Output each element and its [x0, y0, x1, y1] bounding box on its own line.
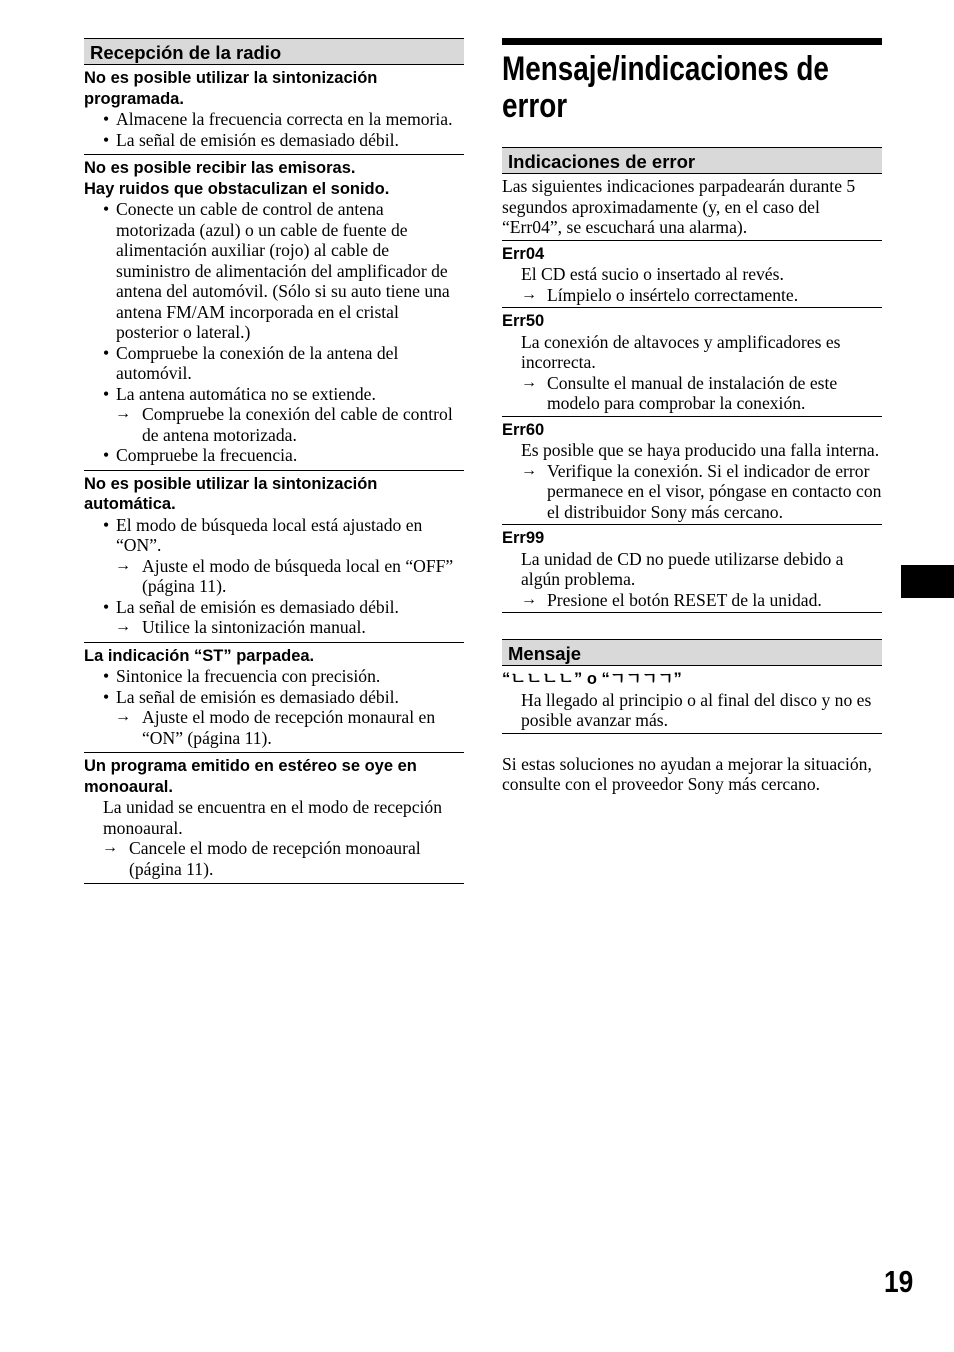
error-body: La unidad de CD no puede utilizarse debido a algún problema. [521, 548, 844, 589]
arrow-icon: → [115, 556, 131, 574]
problem-title: Hay ruidos que obstaculizan el sonido. [84, 179, 390, 198]
arrow-icon: → [115, 405, 131, 422]
problem-entry [84, 155, 464, 471]
problem-title: No es posible utilizar la sintonización programada. [84, 69, 378, 108]
arrow-icon: → [102, 839, 118, 856]
bullet-item: • La señal de emisión es demasiado débil. [84, 597, 464, 618]
error-entry [502, 308, 882, 417]
action-item [84, 404, 464, 445]
error-code: Err60 [502, 420, 545, 439]
error-code: Err50 [502, 312, 545, 330]
error-code: Err04 [502, 244, 545, 263]
problem-entry [84, 471, 464, 643]
bullet-item: • La señal de emisión es demasiado débil. [84, 687, 464, 708]
radio-reception-heading: Recepción de la radio [84, 38, 464, 65]
action-text: Límpielo o insértelo correctamente. [547, 284, 799, 305]
bullet-item: • La antena automática no se extiende. [84, 384, 464, 405]
error-body: Es posible que se haya producido una falla interna. [521, 440, 880, 460]
arrow-icon: → [115, 618, 131, 635]
error-body: La conexión de altavoces y amplificadores es incorrecta. [521, 331, 841, 372]
message-heading: Mensaje [502, 639, 882, 666]
section-tab-marker [901, 565, 954, 598]
bullet-item: • Compruebe la frecuencia. [84, 445, 464, 466]
bullet-item: • Almacene la frecuencia correcta en la memoria. [84, 109, 464, 130]
arrow-icon: → [521, 373, 537, 391]
action-text: Presione el botón RESET de la unidad. [547, 589, 822, 610]
action-text: Ajuste el modo de búsqueda local en “OFF” (página 11). [142, 555, 454, 596]
error-entry [502, 525, 882, 613]
message-body: Ha llegado al principio o al final del disco y no es posible avanzar más. [521, 689, 872, 730]
page-number: 19 [884, 1264, 914, 1299]
title-rule [502, 38, 882, 45]
action-text: Utilice la sintonización manual. [142, 617, 366, 637]
action-item [502, 590, 882, 611]
action-item [84, 617, 464, 638]
footer-note: Si estas soluciones no ayudan a mejorar la situación, consulte con el proveedor Sony más cercano. [502, 753, 872, 794]
message-entry [502, 666, 882, 734]
arrow-icon: → [115, 708, 131, 725]
action-text: Ajuste el modo de recepción monaural en “ON” (página 11). [142, 707, 436, 748]
intro-text: Las siguientes indicaciones parpadearán durante 5 segundos aproximadamente (y, en el caso del “Err04”, se escuchará una alarma). [502, 176, 856, 237]
action-text: Compruebe la conexión del cable de control de antena motorizada. [142, 404, 453, 445]
action-text: Verifique la conexión. Si el indicador de error permanece en el visor, póngase en contacto con el distribuidor Sony más cercano. [547, 460, 882, 522]
problem-body: La unidad se encuentra en el modo de recepción monoaural. [103, 797, 443, 838]
problem-title: No es posible recibir las emisoras. [84, 159, 356, 177]
problem-entry [84, 65, 464, 155]
left-column [84, 38, 464, 884]
intro-entry [502, 174, 882, 241]
problem-title: No es posible utilizar la sintonización automática. [84, 474, 378, 513]
right-column [502, 38, 882, 795]
action-item [502, 461, 882, 523]
problem-title: Un programa emitido en estéreo se oye en monoaural. [84, 757, 417, 796]
action-item [84, 707, 464, 748]
action-text: Cancele el modo de recepción monoaural (página 11). [129, 838, 421, 879]
bullet-item: • Sintonice la frecuencia con precisión. [84, 666, 464, 687]
arrow-icon: → [521, 590, 537, 608]
problem-entry [84, 753, 464, 884]
problem-entry [84, 643, 464, 754]
arrow-icon: → [521, 461, 537, 479]
bullet-item: • Conecte un cable de control de antena motorizada (azul) o un cable de fuente de alimentación auxiliar (rojo) al cable de suministro de alimentación del amplificador de antena del automóvil. (Sólo si su auto tiene una antena FM/AM incorporada en el cristal posterior o lateral.) [84, 199, 464, 343]
error-indications-heading: Indicaciones de error [502, 147, 882, 174]
error-code: Err99 [502, 529, 545, 547]
bullet-item: • La señal de emisión es demasiado débil. [84, 130, 464, 151]
arrow-icon: → [521, 285, 537, 303]
action-item [84, 556, 464, 597]
message-code: “ㄴㄴㄴㄴ” o “ㄱㄱㄱㄱ” [502, 670, 682, 688]
error-entry [502, 241, 882, 309]
action-item [84, 838, 464, 879]
action-item [502, 285, 882, 306]
action-text: Consulte el manual de instalación de este modelo para comprobar la conexión. [547, 372, 838, 413]
action-item [502, 373, 882, 414]
problem-title: La indicación “ST” parpadea. [84, 646, 315, 665]
error-entry [502, 417, 882, 526]
bullet-item: • Compruebe la conexión de la antena del automóvil. [84, 343, 464, 384]
bullet-item: • El modo de búsqueda local está ajustado en “ON”. [84, 515, 464, 556]
error-body: El CD está sucio o insertado al revés. [521, 264, 784, 284]
page-title: Mensaje/indicaciones de error [502, 50, 829, 125]
